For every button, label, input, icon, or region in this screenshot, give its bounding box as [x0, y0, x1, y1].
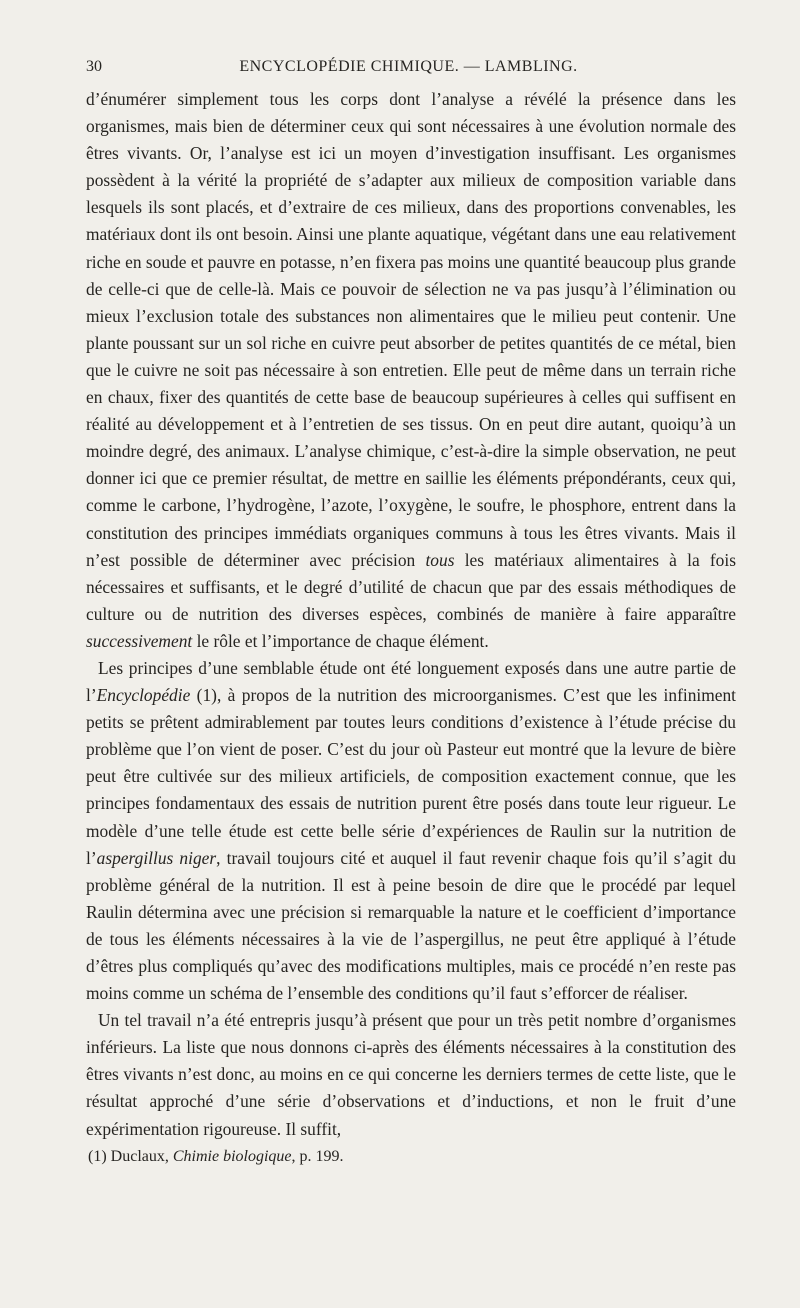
body-text [86, 86, 736, 1143]
paragraph-3: Un tel travail n’a été entrepris jusqu’à présent que pour un très petit nombre d’organismes inférieurs. La liste que nous donnons ci-après des éléments nécessaires à la constitution des êtres vivants n’est donc, au moins en ce qui concerne les derniers termes de cette liste, que le résultat approché d’une série d’observations et d’inductions, et non le fruit d’une expérimentation rigoureuse. Il suffit, [86, 1010, 736, 1139]
running-title: ENCYCLOPÉDIE CHIMIQUE. — LAMBLING. [239, 58, 578, 75]
emphasis-aspergillus-niger: aspergillus niger [96, 847, 217, 868]
footnote: (1) Duclaux, Chimie biologique, p. 199. [88, 1148, 344, 1165]
emphasis-successivement: successivement [86, 630, 193, 651]
footnote-title: Chimie biologique [172, 1148, 292, 1165]
emphasis-encyclopedie: Encyclopédie [96, 685, 191, 706]
paragraph-1: d’énumérer simplement tous les corps dont l’analyse a révélé la présence dans les organismes, mais bien de déterminer ceux qui sont nécessaires à une évolution normale des êtres vivants. Or, l’analyse est ici un moyen d’investigation insuffisant. Les organismes possèdent à la vérité la propriété de s’adapter aux milieux de composition variable dans lesquels ils sont placés, et d’extraire de ces milieux, dans des proportions convenables, les matériaux dont ils ont besoin. Ainsi une plante aquatique, végétant dans une eau relativement riche en soude et pauvre en potasse, n’en fixera pas moins une quantité beaucoup plus grande de celle-ci que de celle-là. Mais ce pouvoir de sélection ne va pas jusqu’à l’élimination ou mieux l’exclusion totale des substances non alimentaires que le milieu peut contenir. Une plante poussant sur un sol riche en cuivre peut absorber de petites quantités de ce métal, bien que le cuivre ne soit pas nécessaire à son entretien. Elle peut de même dans un terrain riche en chaux, fixer des quantités de cette base de beaucoup supérieures à celles qui suffisent en réalité au développement et à l’entretien de ses tissus. On en peut dire autant, quoiqu’à un moindre degré, des animaux. L’analyse chimique, c’est-à-dire la simple observation, ne peut donner ici que ce premier résultat, de mettre en saillie les éléments prépondérants, ceux qui, comme le carbone, l’hydrogène, l’azote, l’oxygène, le soufre, le phosphore, entrent dans la constitution des principes immédiats organiques communs à tous les êtres vivants. Mais il n’est possible de déterminer avec précision tous les matériaux alimentaires à la fois nécessaires et suffisants, et le degré d’utilité de chacun que par des essais méthodiques de culture ou de nutrition des diverses espèces, combinés de manière à faire apparaître successivement le rôle et l’importance de chaque élément. [86, 89, 736, 651]
paragraph-2: Les principes d’une semblable étude ont été longuement exposés dans une autre partie de l’Encyclopédie (1), à propos de la nutrition des microorganismes. C’est que les infiniment petits se prêtent admirablement par toutes leurs conditions d’existence à l’étude précise du problème que l’on vient de poser. C’est du jour où Pasteur eut montré que la levure de bière peut être cultivée sur des milieux artificiels, de composition exactement connue, que les principes fondamentaux des essais de nutrition purent être posés dans toute leur rigueur. Le modèle d’une telle étude est cette belle série d’expériences de Raulin sur la nutrition de l’aspergillus niger, travail toujours cité et auquel il faut revenir chaque fois qu’il s’agit du problème général de la nutrition. Il est à peine besoin de dire que le procédé par lequel Raulin détermina avec une précision si remarquable la nature et le coefficient d’importance de tous les éléments nécessaires à la vie de l’aspergillus, ne peut être appliqué à l’étude d’êtres plus compliqués qu’avec des modifications multiples, mais ce procédé n’en reste pas moins comme un schéma de l’ensemble des conditions qu’il faut s’efforcer de réaliser. [86, 657, 736, 1004]
page-header [86, 58, 731, 78]
emphasis-tous: tous [425, 549, 455, 570]
page-number: 30 [86, 58, 102, 75]
